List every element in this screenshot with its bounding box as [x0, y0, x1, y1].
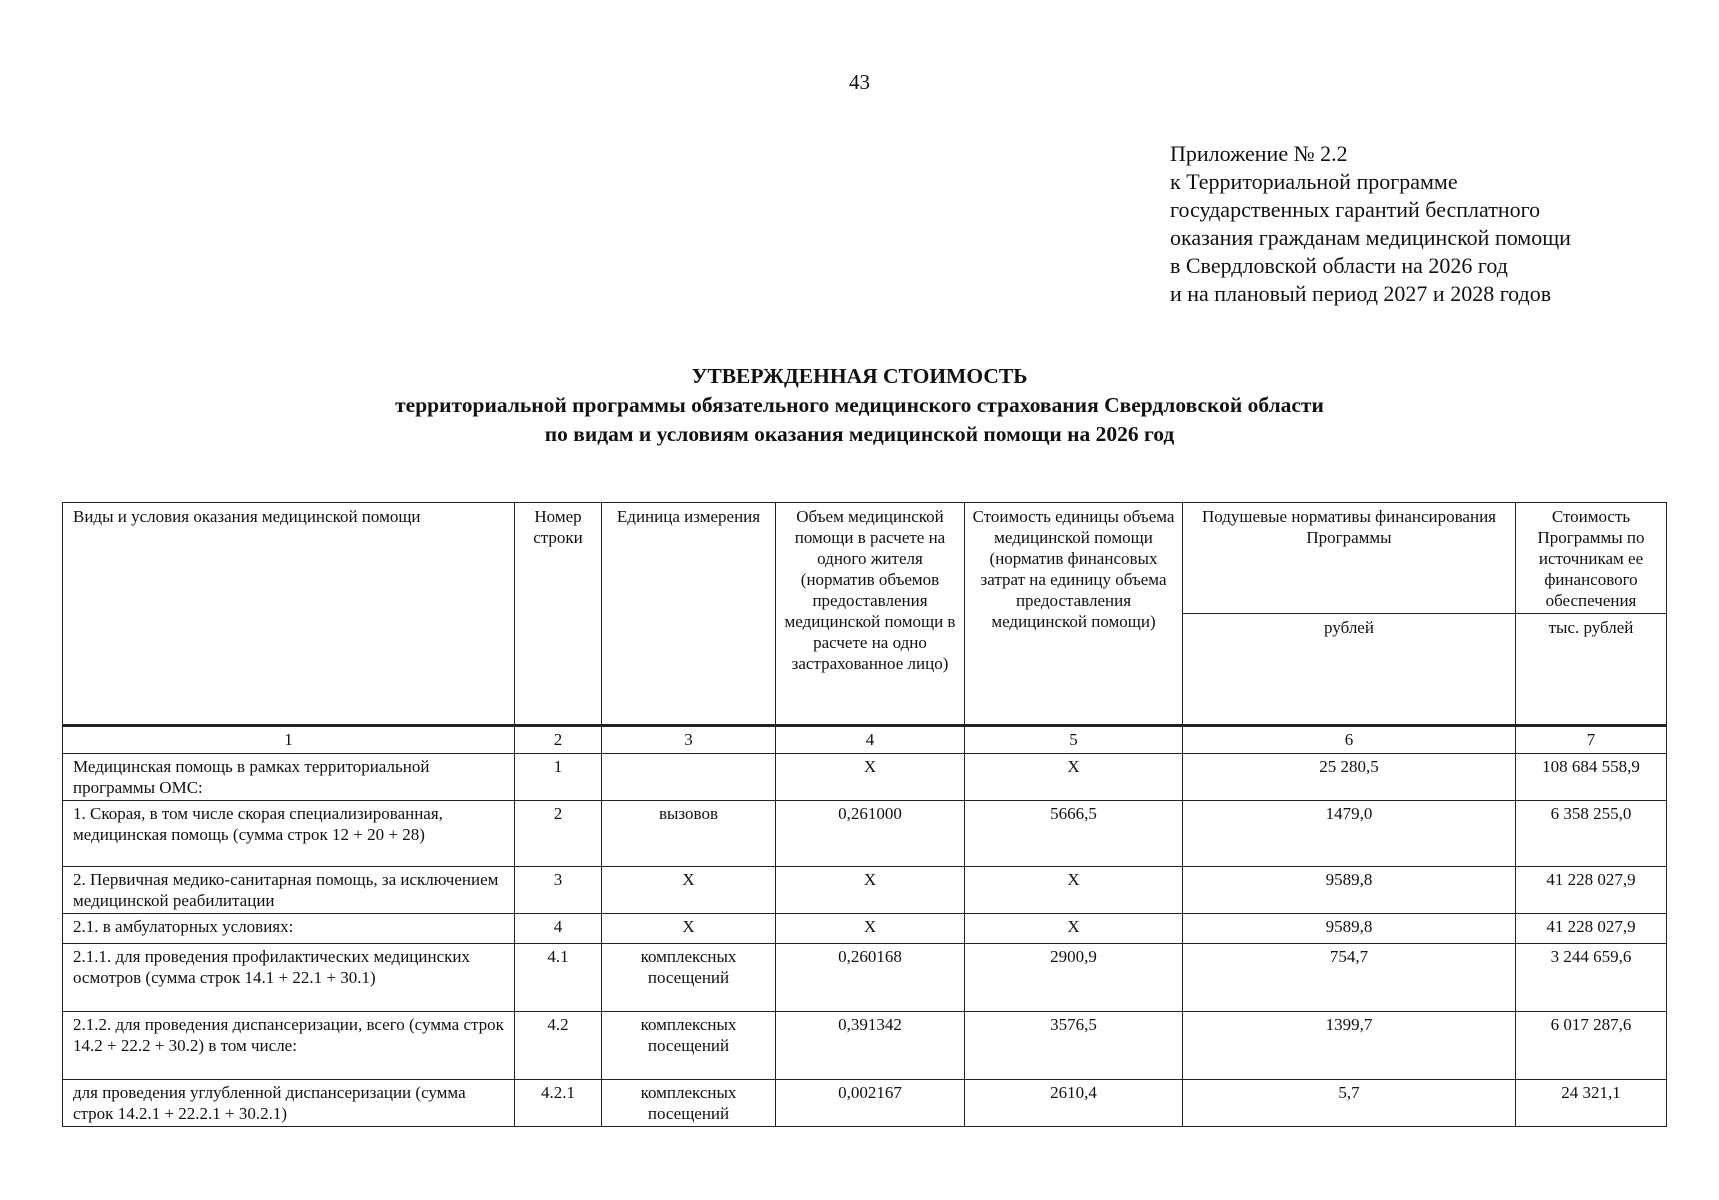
- column-number: 6: [1183, 726, 1516, 754]
- row-line: 3: [515, 867, 602, 914]
- row-name: 1. Скорая, в том числе скорая специализированная, медицинская помощь (сумма строк 12 + 20 + 28): [63, 801, 515, 867]
- row-name: 2. Первичная медико-санитарная помощь, за исключением медицинской реабилитации: [63, 867, 515, 914]
- header-total-cost: Стоимость Программы по источникам ее финансового обеспечения: [1516, 503, 1667, 614]
- row-volume: 0,002167: [776, 1080, 965, 1127]
- row-total: 6 017 287,6: [1516, 1012, 1667, 1080]
- row-line: 4.2: [515, 1012, 602, 1080]
- column-number: 7: [1516, 726, 1667, 754]
- row-unit-cost: 3576,5: [965, 1012, 1183, 1080]
- row-name: 2.1.2. для проведения диспансеризации, всего (сумма строк 14.2 + 22.2 + 30.2) в том числе:: [63, 1012, 515, 1080]
- header-unit: Единица измерения: [602, 503, 776, 726]
- title-line-1: УТВЕРЖДЕННАЯ СТОИМОСТЬ: [691, 364, 1028, 388]
- row-line: 4: [515, 914, 602, 944]
- table-row: [63, 944, 1667, 1012]
- header-per-capita: Подушевые нормативы финансирования Программы: [1183, 503, 1516, 614]
- row-unit-cost: Х: [965, 754, 1183, 801]
- row-total: 3 244 659,6: [1516, 944, 1667, 1012]
- row-per-capita: 5,7: [1183, 1080, 1516, 1127]
- column-number: 3: [602, 726, 776, 754]
- table-row: [63, 1080, 1667, 1127]
- row-unit-cost: 2610,4: [965, 1080, 1183, 1127]
- row-unit: Х: [602, 867, 776, 914]
- appendix-line: оказания гражданам медицинской помощи: [1170, 225, 1571, 250]
- table-row: [63, 754, 1667, 801]
- column-number: 1: [63, 726, 515, 754]
- row-per-capita: 9589,8: [1183, 867, 1516, 914]
- row-unit: [602, 754, 776, 801]
- row-total: 24 321,1: [1516, 1080, 1667, 1127]
- row-total: 41 228 027,9: [1516, 867, 1667, 914]
- row-per-capita: 25 280,5: [1183, 754, 1516, 801]
- row-per-capita: 1399,7: [1183, 1012, 1516, 1080]
- row-line: 4.1: [515, 944, 602, 1012]
- table-row: [63, 867, 1667, 914]
- header-per-capita-unit: рублей: [1183, 614, 1516, 726]
- page-number: 43: [849, 70, 870, 94]
- title-line-2: территориальной программы обязательного медицинского страхования Свердловской области: [395, 393, 1324, 417]
- row-unit-cost: Х: [965, 867, 1183, 914]
- appendix-line: Приложение № 2.2: [1170, 141, 1348, 166]
- cost-table: [62, 502, 1667, 1127]
- column-number: 2: [515, 726, 602, 754]
- row-unit: комплексных посещений: [602, 1012, 776, 1080]
- row-line: 2: [515, 801, 602, 867]
- header-volume: Объем медицинской помощи в расчете на одного жителя (норматив объемов предоставления медицинской помощи в расчете на одно застрахованное лицо): [776, 503, 965, 726]
- document-title: [0, 362, 1719, 449]
- row-per-capita: 754,7: [1183, 944, 1516, 1012]
- table-row: [63, 801, 1667, 867]
- appendix-note: [1170, 140, 1571, 308]
- column-number: 4: [776, 726, 965, 754]
- row-volume: Х: [776, 914, 965, 944]
- row-line: 4.2.1: [515, 1080, 602, 1127]
- row-volume: 0,391342: [776, 1012, 965, 1080]
- row-name: для проведения углубленной диспансеризации (сумма строк 14.2.1 + 22.2.1 + 30.2.1): [63, 1080, 515, 1127]
- appendix-line: государственных гарантий бесплатного: [1170, 197, 1541, 222]
- row-name: 2.1.1. для проведения профилактических медицинских осмотров (сумма строк 14.1 + 22.1 + 30.1): [63, 944, 515, 1012]
- row-volume: 0,261000: [776, 801, 965, 867]
- header-total-cost-unit: тыс. рублей: [1516, 614, 1667, 726]
- row-volume: Х: [776, 754, 965, 801]
- table-row: [63, 1012, 1667, 1080]
- row-total: 108 684 558,9: [1516, 754, 1667, 801]
- header-unit-cost: Стоимость единицы объема медицинской помощи (норматив финансовых затрат на единицу объема предоставления медицинской помощи): [965, 503, 1183, 726]
- header-kind: Виды и условия оказания медицинской помощи: [63, 503, 515, 726]
- appendix-line: к Территориальной программе: [1170, 169, 1458, 194]
- title-line-3: по видам и условиям оказания медицинской помощи на 2026 год: [544, 422, 1175, 446]
- row-per-capita: 1479,0: [1183, 801, 1516, 867]
- column-number: 5: [965, 726, 1183, 754]
- row-name: Медицинская помощь в рамках территориальной программы ОМС:: [63, 754, 515, 801]
- row-unit: вызовов: [602, 801, 776, 867]
- row-unit-cost: 5666,5: [965, 801, 1183, 867]
- row-unit: комплексных посещений: [602, 944, 776, 1012]
- row-line: 1: [515, 754, 602, 801]
- row-unit: комплексных посещений: [602, 1080, 776, 1127]
- column-number-row: [63, 726, 1667, 754]
- table-row: [63, 914, 1667, 944]
- row-name: 2.1. в амбулаторных условиях:: [63, 914, 515, 944]
- appendix-line: и на плановый период 2027 и 2028 годов: [1170, 281, 1552, 306]
- row-unit-cost: Х: [965, 914, 1183, 944]
- header-line-number: Номер строки: [515, 503, 602, 726]
- row-unit-cost: 2900,9: [965, 944, 1183, 1012]
- appendix-line: в Свердловской области на 2026 год: [1170, 253, 1508, 278]
- row-per-capita: 9589,8: [1183, 914, 1516, 944]
- row-total: 6 358 255,0: [1516, 801, 1667, 867]
- row-total: 41 228 027,9: [1516, 914, 1667, 944]
- row-unit: Х: [602, 914, 776, 944]
- row-volume: Х: [776, 867, 965, 914]
- row-volume: 0,260168: [776, 944, 965, 1012]
